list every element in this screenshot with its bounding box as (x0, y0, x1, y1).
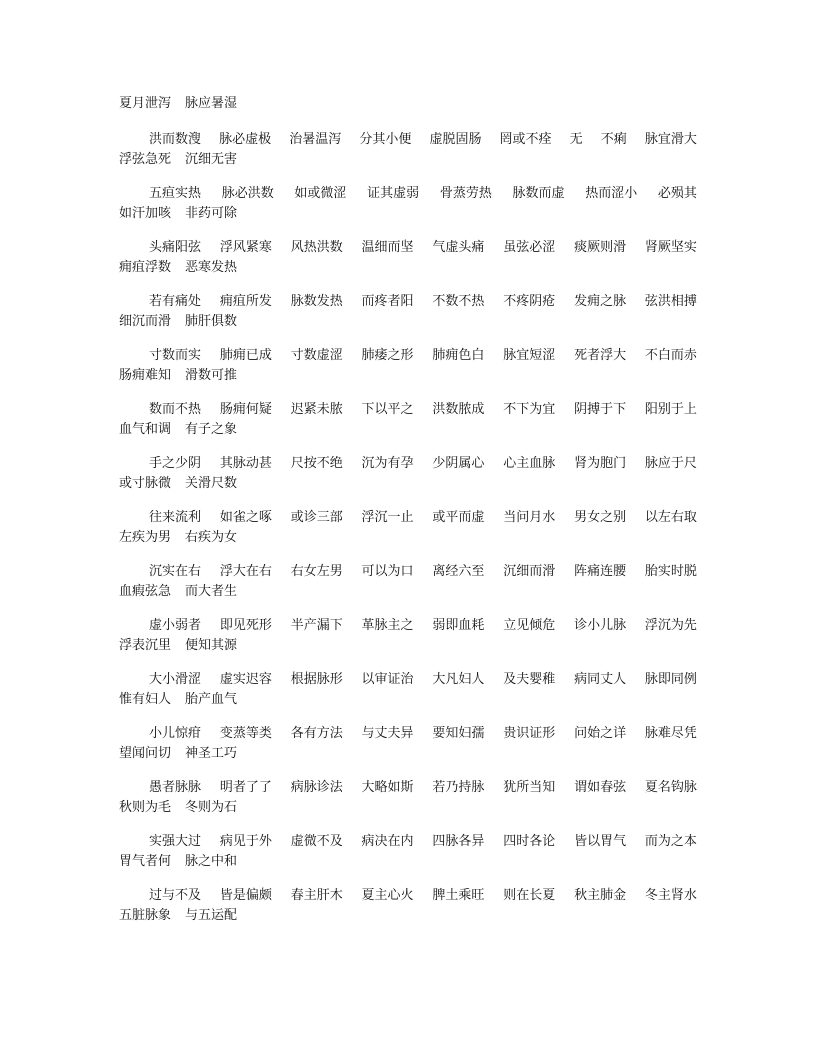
text-phrase: 根据脉形 (290, 672, 343, 687)
text-phrase: 分其小便 (359, 132, 412, 147)
verse-paragraph (119, 130, 697, 170)
text-phrase: 必殒其 (657, 186, 697, 201)
text-phrase: 如汗加咳 (119, 206, 172, 221)
text-phrase: 恶寒发热 (185, 260, 238, 275)
text-phrase: 而为之本 (644, 834, 697, 849)
text-phrase: 秋主肺金 (574, 888, 627, 903)
text-phrase: 尺按不绝 (290, 456, 343, 471)
text-phrase: 五脏脉象 (119, 908, 172, 923)
verse-line (119, 366, 697, 386)
text-phrase: 男女之别 (574, 510, 627, 525)
text-phrase: 血气和调 (119, 422, 172, 437)
verse-line (119, 832, 697, 852)
text-phrase: 浮风紧寒 (219, 240, 272, 255)
text-phrase: 其脉动甚 (219, 456, 272, 471)
text-phrase: 气虚头痛 (432, 240, 485, 255)
text-phrase: 则在长夏 (503, 888, 556, 903)
text-phrase: 肺痈色白 (432, 348, 485, 363)
text-phrase: 肠痈何疑 (219, 402, 272, 417)
text-phrase: 温细而坚 (361, 240, 414, 255)
verse-line (119, 474, 697, 494)
text-phrase: 有子之象 (185, 422, 238, 437)
verse-paragraph (119, 832, 697, 872)
verse-line (119, 292, 697, 312)
verse-line (119, 636, 697, 656)
text-phrase: 洪而数溲 (149, 132, 202, 147)
text-phrase: 与五运配 (185, 908, 238, 923)
verse-line (119, 724, 697, 744)
text-phrase: 若乃持脉 (432, 780, 485, 795)
verse-line (119, 852, 697, 872)
text-phrase: 虽弦必涩 (503, 240, 556, 255)
text-phrase: 五疸实热 (149, 186, 202, 201)
verse-line (119, 346, 697, 366)
text-phrase: 脉宜短涩 (503, 348, 556, 363)
text-phrase: 浮表沉里 (119, 638, 172, 653)
text-phrase: 脉数发热 (290, 294, 343, 309)
text-phrase: 皆是偏颇 (219, 888, 272, 903)
opening-line (119, 94, 697, 114)
verse-line (119, 886, 697, 906)
text-phrase: 寸数而实 (149, 348, 202, 363)
text-phrase: 虚实迟容 (219, 672, 272, 687)
text-phrase: 骨蒸劳热 (439, 186, 492, 201)
text-phrase: 革脉主之 (361, 618, 414, 633)
text-phrase: 如或微涩 (294, 186, 347, 201)
verse-paragraph (119, 400, 697, 440)
text-phrase: 及夫婴稚 (503, 672, 556, 687)
verse-line (119, 508, 697, 528)
verse-line (119, 400, 697, 420)
text-phrase: 可以为口 (361, 564, 414, 579)
text-phrase: 大小滑涩 (149, 672, 202, 687)
verse-paragraph (119, 238, 697, 278)
text-phrase: 浮沉为先 (644, 618, 697, 633)
text-phrase: 非药可除 (185, 206, 238, 221)
text-phrase: 便知其源 (185, 638, 238, 653)
verse-line (119, 150, 697, 170)
text-phrase: 皆以胃气 (574, 834, 627, 849)
text-phrase: 右女左男 (290, 564, 343, 579)
text-phrase: 阴搏于下 (574, 402, 627, 417)
text-phrase: 以左右取 (644, 510, 697, 525)
verse-paragraph (119, 508, 697, 548)
text-phrase: 肾为胞门 (574, 456, 627, 471)
verse-line (119, 778, 697, 798)
text-phrase: 头痛阳弦 (149, 240, 202, 255)
text-phrase: 肺痿之形 (361, 348, 414, 363)
text-phrase: 数而不热 (149, 402, 202, 417)
text-phrase: 各有方法 (290, 726, 343, 741)
text-phrase: 肺痈已成 (219, 348, 272, 363)
text-phrase: 或诊三部 (290, 510, 343, 525)
verse-body (119, 130, 697, 926)
text-phrase: 下以平之 (361, 402, 414, 417)
text-phrase: 关滑尺数 (185, 476, 238, 491)
verse-line (119, 690, 697, 710)
text-phrase: 心主血脉 (503, 456, 556, 471)
text-phrase: 小儿惊疳 (149, 726, 202, 741)
verse-line (119, 420, 697, 440)
text-phrase: 脉数而虚 (512, 186, 565, 201)
text-phrase: 证其虚弱 (367, 186, 420, 201)
text-phrase: 或平而虚 (432, 510, 485, 525)
verse-paragraph (119, 724, 697, 764)
verse-line (119, 238, 697, 258)
document-page (119, 94, 697, 940)
text-phrase: 往来流利 (149, 510, 202, 525)
verse-paragraph (119, 346, 697, 386)
text-phrase: 病见于外 (219, 834, 272, 849)
text-phrase: 即见死形 (219, 618, 272, 633)
text-phrase: 寸数虚涩 (290, 348, 343, 363)
text-phrase: 明者了了 (219, 780, 272, 795)
text-phrase: 或寸脉微 (119, 476, 172, 491)
text-phrase: 迟紧未脓 (290, 402, 343, 417)
text-phrase: 细沉而滑 (119, 314, 172, 329)
text-phrase: 肾厥坚实 (644, 240, 697, 255)
text-phrase: 而大者生 (185, 584, 238, 599)
text-phrase: 弦洪相搏 (644, 294, 697, 309)
verse-paragraph (119, 670, 697, 710)
text-phrase: 脉难尽凭 (644, 726, 697, 741)
text-phrase: 望闻问切 (119, 746, 172, 761)
text-phrase: 脉即同例 (644, 672, 697, 687)
verse-paragraph (119, 886, 697, 926)
text-phrase: 沉实在右 (149, 564, 202, 579)
verse-paragraph (119, 778, 697, 818)
verse-paragraph (119, 616, 697, 656)
verse-line (119, 616, 697, 636)
text-phrase: 病脉诊法 (290, 780, 343, 795)
text-phrase: 而疼者阳 (361, 294, 414, 309)
text-phrase: 夏名钩脉 (644, 780, 697, 795)
text-phrase: 与丈夫异 (361, 726, 414, 741)
text-phrase: 沉为有孕 (361, 456, 414, 471)
text-phrase: 立见倾危 (503, 618, 556, 633)
text-phrase: 贵识证形 (503, 726, 556, 741)
text-phrase: 问始之详 (574, 726, 627, 741)
text-phrase: 如雀之啄 (219, 510, 272, 525)
text-phrase: 冬主肾水 (644, 888, 697, 903)
text-phrase: 左疾为男 (119, 530, 172, 545)
text-phrase: 浮弦急死 (119, 152, 172, 167)
text-phrase: 冬则为石 (185, 800, 238, 815)
text-phrase: 脉宜滑大 (644, 132, 697, 147)
verse-line (119, 562, 697, 582)
text-phrase: 谓如春弦 (574, 780, 627, 795)
verse-line (119, 744, 697, 764)
verse-line (119, 528, 697, 548)
text-phrase: 痰厥则滑 (574, 240, 627, 255)
text-phrase: 滑数可推 (185, 368, 238, 383)
text-phrase: 犹所当知 (503, 780, 556, 795)
text-phrase: 虚微不及 (290, 834, 343, 849)
text-phrase: 春主肝木 (290, 888, 343, 903)
verse-line (119, 670, 697, 690)
text-phrase: 四脉各异 (432, 834, 485, 849)
text-phrase: 罔或不痊 (499, 132, 552, 147)
verse-line (119, 130, 697, 150)
text-phrase: 无 (569, 132, 583, 147)
text-phrase: 过与不及 (149, 888, 202, 903)
text-phrase: 阳别于上 (644, 402, 697, 417)
text-phrase: 脉应于尺 (644, 456, 697, 471)
verse-paragraph (119, 562, 697, 602)
verse-paragraph (119, 454, 697, 494)
text-phrase: 虚小弱者 (149, 618, 202, 633)
text-phrase: 血瘕弦急 (119, 584, 172, 599)
text-phrase: 肠痈难知 (119, 368, 172, 383)
text-phrase: 治暑温泻 (289, 132, 342, 147)
text-phrase: 脉必洪数 (221, 186, 274, 201)
text-phrase: 四时各论 (503, 834, 556, 849)
text-phrase: 秋则为毛 (119, 800, 172, 815)
text-phrase: 病决在内 (361, 834, 414, 849)
verse-line (119, 906, 697, 926)
text-phrase: 胎产血气 (185, 692, 238, 707)
verse-paragraph (119, 292, 697, 332)
text-phrase: 沉细无害 (185, 152, 238, 167)
text-phrase: 痈疽所发 (219, 294, 272, 309)
verse-line (119, 184, 697, 204)
verse-paragraph (119, 184, 697, 224)
text-phrase: 浮沉一止 (361, 510, 414, 525)
text-phrase: 洪数脓成 (432, 402, 485, 417)
text-phrase: 脉之中和 (185, 854, 238, 869)
text-phrase: 离经六至 (432, 564, 485, 579)
text-phrase: 热而涩小 (585, 186, 638, 201)
text-phrase: 神圣工巧 (185, 746, 238, 761)
text-phrase: 以审证治 (361, 672, 414, 687)
text-phrase: 病同丈人 (574, 672, 627, 687)
text-phrase: 不数不热 (432, 294, 485, 309)
text-phrase: 脾土乘旺 (432, 888, 485, 903)
text-phrase: 当问月水 (503, 510, 556, 525)
text-phrase: 变蒸等类 (219, 726, 272, 741)
verse-line (119, 258, 697, 278)
text-phrase: 风热洪数 (290, 240, 343, 255)
text-phrase: 痈疽浮数 (119, 260, 172, 275)
text-phrase: 脉必虚极 (219, 132, 272, 147)
text-phrase: 胃气者何 (119, 854, 172, 869)
text-phrase: 虚脱固肠 (429, 132, 482, 147)
text-phrase: 惟有妇人 (119, 692, 172, 707)
verse-line (119, 798, 697, 818)
text-phrase: 死者浮大 (574, 348, 627, 363)
text-phrase: 浮大在右 (219, 564, 272, 579)
text-phrase: 愚者脉脉 (149, 780, 202, 795)
text-phrase: 不下为宜 (503, 402, 556, 417)
text-phrase: 诊小儿脉 (574, 618, 627, 633)
text-phrase: 脉应暑湿 (185, 96, 238, 111)
text-phrase: 不白而赤 (644, 348, 697, 363)
text-phrase: 夏月泄泻 (119, 96, 172, 111)
text-phrase: 要知妇孺 (432, 726, 485, 741)
text-phrase: 实强大过 (149, 834, 202, 849)
text-phrase: 阵痛连腰 (574, 564, 627, 579)
text-phrase: 夏主心火 (361, 888, 414, 903)
text-phrase: 若有痛处 (149, 294, 202, 309)
verse-line (119, 312, 697, 332)
text-phrase: 不疼阴疮 (503, 294, 556, 309)
verse-line (119, 582, 697, 602)
text-phrase: 大略如斯 (361, 780, 414, 795)
text-phrase: 弱即血耗 (432, 618, 485, 633)
text-phrase: 右疾为女 (185, 530, 238, 545)
text-phrase: 手之少阴 (149, 456, 202, 471)
verse-line (119, 204, 697, 224)
text-phrase: 肺肝俱数 (185, 314, 238, 329)
text-phrase: 大凡妇人 (432, 672, 485, 687)
text-phrase: 发痈之脉 (574, 294, 627, 309)
text-phrase: 沉细而滑 (503, 564, 556, 579)
text-phrase: 少阴属心 (432, 456, 485, 471)
text-phrase: 胎实时脱 (644, 564, 697, 579)
text-phrase: 不痢 (600, 132, 627, 147)
verse-line (119, 454, 697, 474)
text-phrase: 半产漏下 (290, 618, 343, 633)
